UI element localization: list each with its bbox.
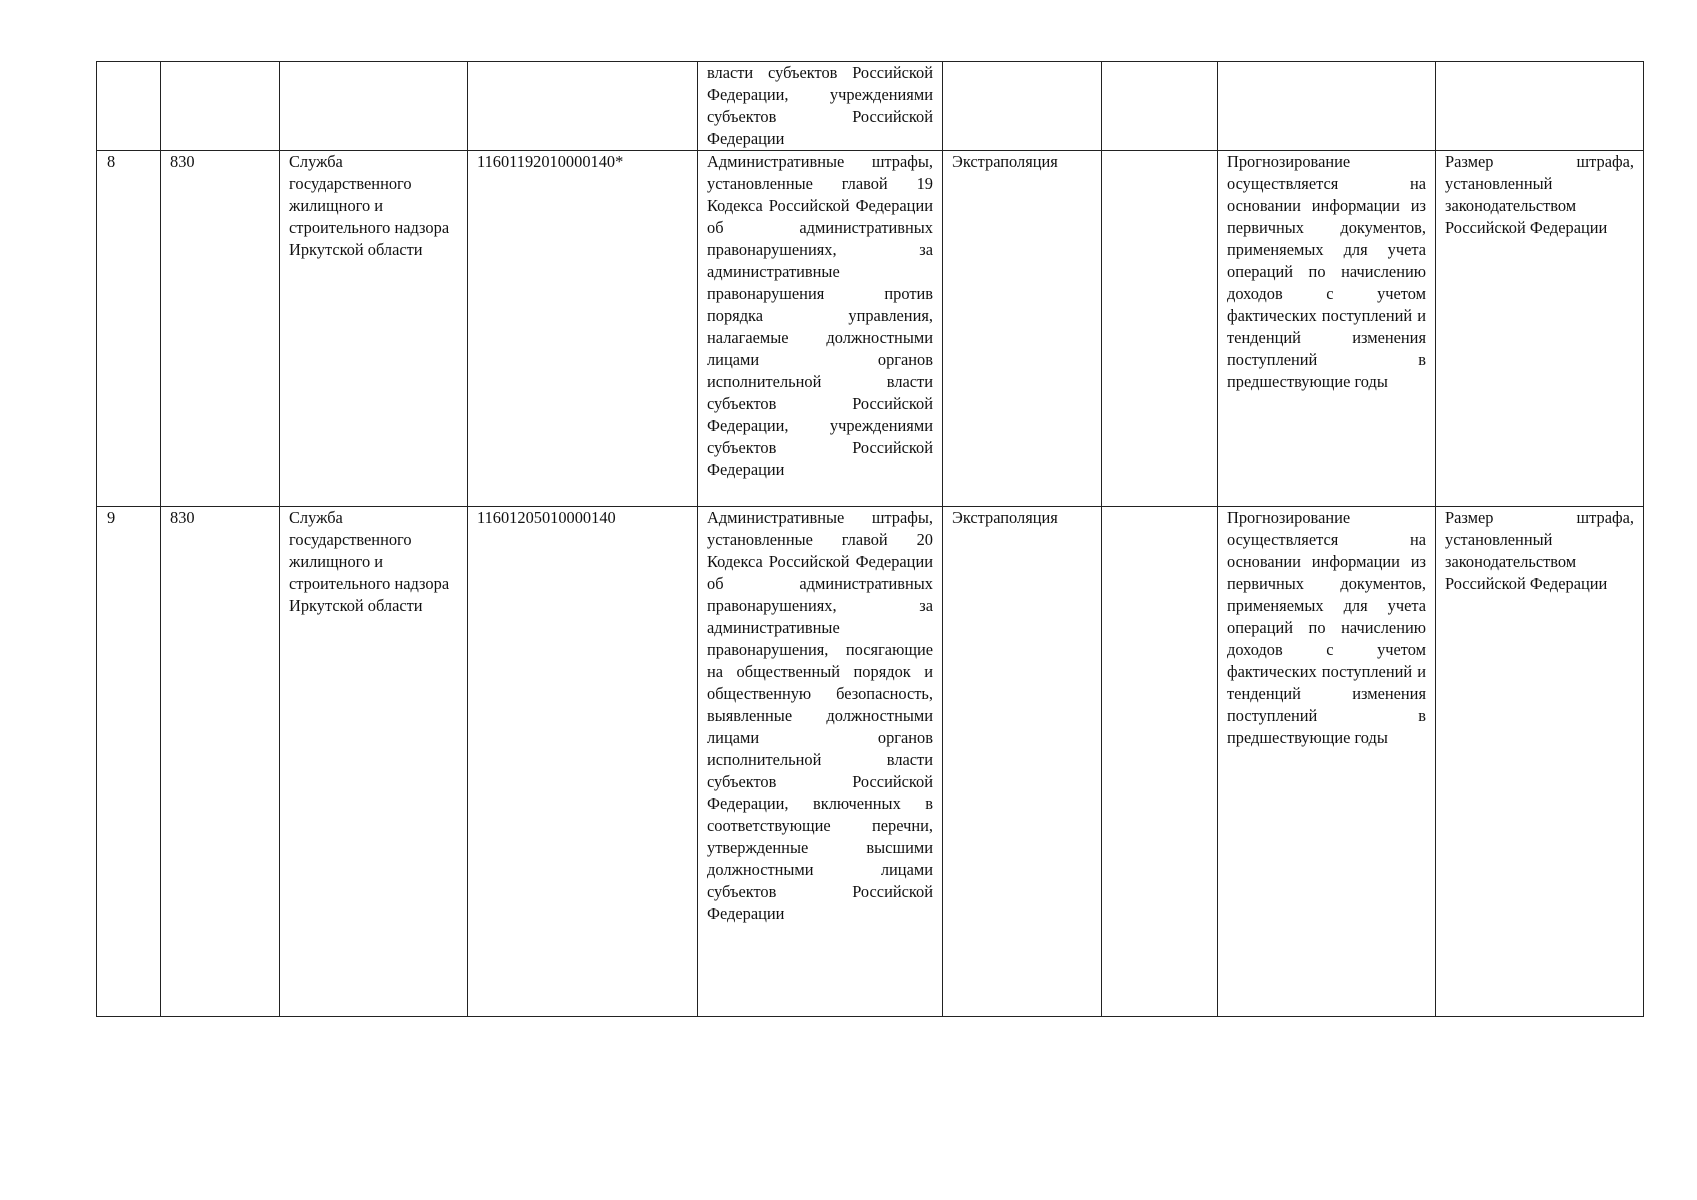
cell-method: Экстраполяция	[943, 507, 1102, 1017]
cell-description: Административные штрафы, установленные главой 20 Кодекса Российской Федерации об административных правонарушениях, за административные правонарушения, посягающие на общественный порядок и общественную безопасность, выявленные должностными лицами органов исполнительной власти субъектов Российской Федерации, включенных в соответствующие перечни, утвержденные высшими должностными лицами субъектов Российской Федерации	[698, 507, 943, 1017]
cell-num: 9	[97, 507, 161, 1017]
cell-agency: Служба государственного жилищного и строительного надзора Иркутской области	[280, 151, 468, 507]
cell-description: власти субъектов Российской Федерации, учреждениями субъектов Российской Федерации	[698, 62, 943, 151]
table-row-continuation	[97, 62, 1644, 151]
table-row	[97, 151, 1644, 507]
cell-algorithm: Прогнозирование осуществляется на основании информации из первичных документов, применяемых для учета операций по начислению доходов с учетом фактических поступлений и тенденций изменения поступлений в предшествующие годы	[1218, 507, 1436, 1017]
cell-kbk: 11601205010000140	[468, 507, 698, 1017]
cell-num	[97, 62, 161, 151]
cell-agency	[280, 62, 468, 151]
cell-algorithm	[1218, 62, 1436, 151]
cell-formula	[1102, 62, 1218, 151]
cell-code	[161, 62, 280, 151]
cell-description: Административные штрафы, установленные главой 19 Кодекса Российской Федерации об административных правонарушениях, за административные правонарушения против порядка управления, налагаемые должностными лицами органов исполнительной власти субъектов Российской Федерации, учреждениями субъектов Российской Федерации	[698, 151, 943, 507]
forecast-methods-table	[96, 61, 1644, 1017]
cell-algorithm: Прогнозирование осуществляется на основании информации из первичных документов, применяемых для учета операций по начислению доходов с учетом фактических поступлений и тенденций изменения поступлений в предшествующие годы	[1218, 151, 1436, 507]
cell-agency: Служба государственного жилищного и строительного надзора Иркутской области	[280, 507, 468, 1017]
cell-code: 830	[161, 507, 280, 1017]
cell-kbk	[468, 62, 698, 151]
cell-code: 830	[161, 151, 280, 507]
cell-method: Экстраполяция	[943, 151, 1102, 507]
cell-indicators: Размер штрафа, установленный законодательством Российской Федерации	[1436, 151, 1644, 507]
cell-indicators	[1436, 62, 1644, 151]
cell-kbk: 11601192010000140*	[468, 151, 698, 507]
cell-num: 8	[97, 151, 161, 507]
cell-formula	[1102, 151, 1218, 507]
cell-indicators: Размер штрафа, установленный законодательством Российской Федерации	[1436, 507, 1644, 1017]
cell-method	[943, 62, 1102, 151]
table-row	[97, 507, 1644, 1017]
cell-formula	[1102, 507, 1218, 1017]
